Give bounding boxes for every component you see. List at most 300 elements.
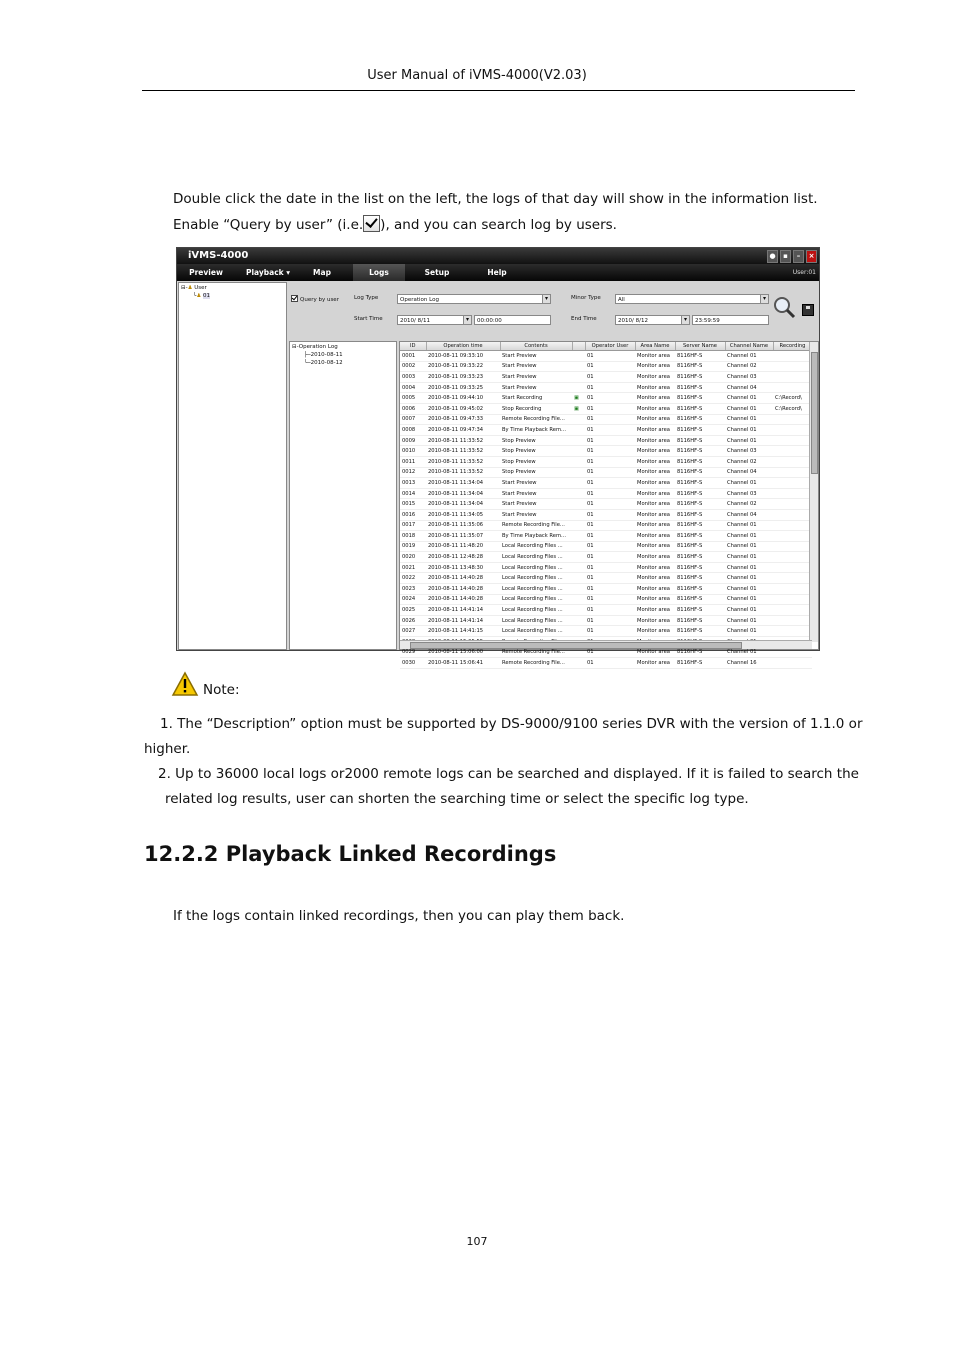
table-cell: 2010-08-11 09:33:22 — [426, 361, 500, 372]
user-tree-panel — [178, 282, 287, 650]
table-cell: Monitor area — [635, 615, 675, 626]
table-cell: 0025 — [400, 605, 426, 616]
table-row[interactable] — [400, 488, 812, 499]
table-cell: 0020 — [400, 552, 426, 563]
table-cell: 01 — [585, 435, 635, 446]
note-item-1-line-1: 1. The “Description” option must be supported by DS-9000/9100 series DVR with the version of 1.1.0 or — [160, 716, 863, 732]
table-cell: 0026 — [400, 615, 426, 626]
query-by-user-label: Query by user — [300, 297, 339, 303]
table-row[interactable] — [400, 403, 812, 414]
table-cell: Channel 02 — [725, 361, 773, 372]
table-cell — [773, 499, 812, 510]
table-cell: Local Recording Files ... — [500, 573, 572, 584]
table-cell: Monitor area — [635, 467, 675, 478]
table-cell: Monitor area — [635, 573, 675, 584]
row-recording-flag-cell — [572, 594, 585, 605]
row-recording-flag-cell — [572, 605, 585, 616]
table-cell: 8116HF-S — [675, 382, 725, 393]
table-row[interactable] — [400, 531, 812, 542]
row-recording-flag-cell — [572, 382, 585, 393]
row-recording-flag-cell — [572, 351, 585, 362]
table-cell: 2010-08-11 12:48:28 — [426, 552, 500, 563]
table-row[interactable] — [400, 393, 812, 404]
user-group-icon: ♟ — [187, 285, 193, 291]
table-cell: 01 — [585, 615, 635, 626]
col-header-area-name[interactable]: Area Name — [635, 342, 675, 351]
row-recording-flag-cell — [572, 446, 585, 457]
tree-branch-icon: ├─ — [304, 352, 311, 358]
table-row[interactable] — [400, 520, 812, 531]
table-cell — [773, 584, 812, 595]
table-cell — [773, 435, 812, 446]
table-cell: Monitor area — [635, 488, 675, 499]
table-row[interactable] — [400, 446, 812, 457]
table-cell: 0016 — [400, 509, 426, 520]
table-cell: 01 — [585, 425, 635, 436]
table-cell: Monitor area — [635, 531, 675, 542]
table-cell: Channel 01 — [725, 541, 773, 552]
table-cell: 2010-08-11 09:47:33 — [426, 414, 500, 425]
table-cell — [773, 372, 812, 383]
table-cell: 01 — [585, 520, 635, 531]
table-cell: 8116HF-S — [675, 531, 725, 542]
table-cell: Channel 01 — [725, 351, 773, 362]
table-cell: 0023 — [400, 584, 426, 595]
table-cell: 2010-08-11 15:06:41 — [426, 658, 500, 669]
col-header-channel-name[interactable]: Channel Name — [725, 342, 773, 351]
table-cell: 8116HF-S — [675, 594, 725, 605]
table-cell: Start Preview — [500, 372, 572, 383]
table-cell: 0015 — [400, 499, 426, 510]
expand-icon: ⊟- — [292, 344, 299, 350]
table-cell: Stop Preview — [500, 446, 572, 457]
checkbox-icon — [291, 295, 298, 302]
table-cell: Channel 01 — [725, 626, 773, 637]
table-cell: 8116HF-S — [675, 552, 725, 563]
user-tree-child-label: 01 — [203, 293, 210, 299]
table-cell: Channel 01 — [725, 393, 773, 404]
table-cell: Monitor area — [635, 605, 675, 616]
table-cell: 8116HF-S — [675, 626, 725, 637]
table-row[interactable] — [400, 626, 812, 637]
table-cell: 8116HF-S — [675, 615, 725, 626]
end-time-spinner[interactable]: 23:59:59 — [692, 315, 769, 325]
table-cell: Monitor area — [635, 562, 675, 573]
log-date-tree — [289, 341, 397, 650]
table-cell: Monitor area — [635, 541, 675, 552]
row-recording-flag-cell — [572, 425, 585, 436]
table-cell: 01 — [585, 478, 635, 489]
table-row[interactable] — [400, 435, 812, 446]
table-cell: Channel 01 — [725, 531, 773, 542]
col-header-recording[interactable]: Recording — [773, 342, 812, 351]
table-cell: 8116HF-S — [675, 446, 725, 457]
table-cell: 0002 — [400, 361, 426, 372]
table-cell — [773, 456, 812, 467]
main-menu-bar — [177, 264, 819, 281]
row-recording-flag-cell — [572, 541, 585, 552]
table-cell: Channel 01 — [725, 403, 773, 414]
table-cell: 8116HF-S — [675, 372, 725, 383]
log-table-body — [400, 351, 812, 669]
minor-type-label: Minor Type — [571, 295, 601, 301]
col-header-id[interactable]: ID — [400, 342, 426, 351]
table-cell: 0024 — [400, 594, 426, 605]
save-icon[interactable] — [802, 304, 814, 316]
table-cell — [773, 361, 812, 372]
table-row[interactable] — [400, 467, 812, 478]
table-cell: 8116HF-S — [675, 425, 725, 436]
table-cell: 0006 — [400, 403, 426, 414]
table-row[interactable] — [400, 573, 812, 584]
table-cell: 8116HF-S — [675, 499, 725, 510]
table-cell: Monitor area — [635, 403, 675, 414]
current-user-label: User:01 — [792, 269, 816, 276]
table-cell: 8116HF-S — [675, 351, 725, 362]
table-cell: 01 — [585, 605, 635, 616]
table-cell — [773, 446, 812, 457]
table-cell: 01 — [585, 351, 635, 362]
table-cell — [773, 425, 812, 436]
table-cell: 2010-08-11 11:35:06 — [426, 520, 500, 531]
intro-line-2-pre: Enable “Query by user” (i.e. — [173, 217, 364, 233]
col-header-operation-time[interactable]: Operation time — [426, 342, 500, 351]
table-cell: Channel 02 — [725, 456, 773, 467]
table-cell: 2010-08-11 14:40:28 — [426, 573, 500, 584]
table-cell — [773, 626, 812, 637]
start-date-picker[interactable]: 2010/ 8/11 ▾ — [397, 315, 472, 325]
table-cell: 01 — [585, 531, 635, 542]
table-cell: 0013 — [400, 478, 426, 489]
table-row[interactable] — [400, 361, 812, 372]
table-cell: 01 — [585, 584, 635, 595]
row-recording-flag-cell — [572, 403, 585, 414]
table-cell: 0021 — [400, 562, 426, 573]
table-cell: 01 — [585, 403, 635, 414]
table-cell — [773, 658, 812, 669]
user-icon: ♟ — [196, 293, 202, 299]
recording-icon[interactable]: ▣ — [574, 395, 579, 402]
table-cell: Monitor area — [635, 626, 675, 637]
table-cell: 01 — [585, 594, 635, 605]
checkbox-checked-icon — [363, 215, 380, 232]
table-cell: 0022 — [400, 573, 426, 584]
scrollbar-thumb[interactable] — [410, 642, 742, 649]
table-cell: Monitor area — [635, 509, 675, 520]
table-row[interactable] — [400, 351, 812, 362]
table-cell: 0009 — [400, 435, 426, 446]
table-cell — [773, 414, 812, 425]
table-cell: 8116HF-S — [675, 435, 725, 446]
tree-branch-icon: └ — [193, 293, 197, 299]
table-row[interactable] — [400, 425, 812, 436]
note-item-2-line-1: 2. Up to 36000 local logs or2000 remote logs can be searched and displayed. If it is failed to search the — [158, 766, 859, 782]
user-tree-root-label: User — [194, 285, 207, 291]
table-cell — [773, 594, 812, 605]
table-cell — [773, 541, 812, 552]
table-row[interactable] — [400, 541, 812, 552]
warning-icon — [172, 672, 198, 696]
table-cell: Channel 04 — [725, 509, 773, 520]
table-cell: Local Recording Files ... — [500, 594, 572, 605]
menu-logs[interactable]: Logs — [353, 264, 405, 281]
table-cell: 8116HF-S — [675, 647, 725, 658]
table-cell: Monitor area — [635, 393, 675, 404]
row-recording-flag-cell — [572, 658, 585, 669]
minor-type-select[interactable]: All ▾ — [615, 294, 769, 304]
table-row[interactable] — [400, 382, 812, 393]
table-row[interactable] — [400, 499, 812, 510]
note-label: Note: — [203, 682, 240, 698]
ivms-app-window — [176, 247, 820, 667]
menu-setup[interactable]: Setup — [424, 268, 450, 277]
table-cell: Channel 03 — [725, 488, 773, 499]
table-cell: Monitor area — [635, 499, 675, 510]
window-controls — [767, 250, 817, 263]
row-recording-flag-cell — [572, 499, 585, 510]
table-cell: Monitor area — [635, 361, 675, 372]
table-cell: 2010-08-11 15:06:00 — [426, 647, 500, 658]
menu-help[interactable]: Help — [487, 268, 507, 277]
log-type-select[interactable]: Operation Log ▾ — [397, 294, 551, 304]
table-cell: 2010-08-11 09:33:23 — [426, 372, 500, 383]
search-icon[interactable] — [772, 295, 796, 319]
table-cell: Monitor area — [635, 647, 675, 658]
log-information-list — [399, 341, 819, 667]
start-time-spinner[interactable]: 00:00:00 — [474, 315, 551, 325]
table-cell: 01 — [585, 382, 635, 393]
table-cell: 01 — [585, 372, 635, 383]
row-recording-flag-cell — [572, 467, 585, 478]
table-cell: 01 — [585, 573, 635, 584]
table-cell: Stop Preview — [500, 467, 572, 478]
table-cell: 2010-08-11 14:40:28 — [426, 584, 500, 595]
query-by-user-checkbox[interactable] — [291, 295, 339, 303]
table-cell: 0030 — [400, 658, 426, 669]
user-icon[interactable]: ● — [767, 250, 778, 263]
horizontal-scrollbar[interactable] — [400, 640, 812, 649]
row-recording-flag-cell — [572, 372, 585, 383]
table-cell — [773, 467, 812, 478]
table-cell: Monitor area — [635, 414, 675, 425]
menu-playback[interactable]: Playback ▾ — [245, 268, 291, 277]
row-recording-flag-cell — [572, 361, 585, 372]
table-cell: Start Preview — [500, 351, 572, 362]
table-cell: Channel 01 — [725, 562, 773, 573]
table-cell: Monitor area — [635, 584, 675, 595]
table-cell: 8116HF-S — [675, 478, 725, 489]
table-cell — [773, 573, 812, 584]
end-date-picker[interactable]: 2010/ 8/12 ▾ — [615, 315, 690, 325]
table-cell: 01 — [585, 446, 635, 457]
recording-icon[interactable]: ▣ — [574, 405, 579, 412]
col-header-server-name[interactable]: Server Name — [675, 342, 725, 351]
table-cell: 2010-08-11 13:48:30 — [426, 562, 500, 573]
col-header-contents[interactable]: Contents — [500, 342, 572, 351]
table-cell: Local Recording Files ... — [500, 541, 572, 552]
table-cell: 2010-08-11 11:34:04 — [426, 478, 500, 489]
table-cell: 2010-08-11 14:41:14 — [426, 615, 500, 626]
table-cell: Start Preview — [500, 382, 572, 393]
log-tree-root[interactable] — [292, 344, 338, 350]
table-cell — [773, 478, 812, 489]
row-recording-flag-cell — [572, 626, 585, 637]
table-cell: Channel 01 — [725, 425, 773, 436]
row-recording-flag-cell — [572, 488, 585, 499]
table-cell: 0003 — [400, 372, 426, 383]
table-row[interactable] — [400, 372, 812, 383]
table-cell: 01 — [585, 647, 635, 658]
intro-line-2-post: ), and you can search log by users. — [380, 217, 617, 233]
table-cell — [773, 351, 812, 362]
table-cell: C:\Record\ — [773, 393, 812, 404]
table-cell: Channel 01 — [725, 584, 773, 595]
table-cell: Local Recording Files ... — [500, 552, 572, 563]
table-cell: Monitor area — [635, 382, 675, 393]
row-recording-flag-cell — [572, 456, 585, 467]
col-header-operator-user[interactable]: Operator User — [585, 342, 635, 351]
log-date-label: 2010-08-11 — [310, 352, 343, 358]
table-cell: Monitor area — [635, 552, 675, 563]
table-cell: 0001 — [400, 351, 426, 362]
vertical-scrollbar[interactable] — [809, 342, 818, 642]
table-cell: Local Recording Files ... — [500, 605, 572, 616]
table-cell: Channel 02 — [725, 499, 773, 510]
table-cell: 01 — [585, 361, 635, 372]
table-cell: Local Recording Files ... — [500, 615, 572, 626]
table-cell: 8116HF-S — [675, 658, 725, 669]
table-cell: 8116HF-S — [675, 541, 725, 552]
row-recording-flag-cell — [572, 435, 585, 446]
table-cell: 8116HF-S — [675, 361, 725, 372]
table-cell: 2010-08-11 14:41:14 — [426, 605, 500, 616]
table-cell: 0012 — [400, 467, 426, 478]
minimize-icon[interactable]: – — [793, 250, 804, 263]
table-cell: 2010-08-11 11:34:05 — [426, 509, 500, 520]
col-header-blank[interactable] — [572, 342, 585, 351]
menu-preview[interactable]: Preview — [189, 268, 223, 277]
user-tree-child[interactable] — [193, 293, 210, 299]
app-title: iVMS-4000 — [188, 250, 249, 261]
table-header-row — [400, 342, 812, 351]
table-cell: 8116HF-S — [675, 488, 725, 499]
table-cell: Start Recording — [500, 393, 572, 404]
note-item-2-line-2: related log results, user can shorten the searching time or select the specific log type. — [165, 791, 749, 807]
menu-map[interactable]: Map — [313, 268, 331, 277]
table-row[interactable] — [400, 605, 812, 616]
table-cell: 0007 — [400, 414, 426, 425]
page-header: User Manual of iVMS-4000(V2.03) — [367, 68, 587, 83]
table-cell: Monitor area — [635, 658, 675, 669]
expand-icon: ⊟- — [181, 285, 188, 291]
row-recording-flag-cell — [572, 584, 585, 595]
table-cell: 2010-08-11 09:44:10 — [426, 393, 500, 404]
table-cell: Stop Recording — [500, 403, 572, 414]
table-cell: 8116HF-S — [675, 509, 725, 520]
table-cell: 01 — [585, 552, 635, 563]
row-recording-flag-cell — [572, 615, 585, 626]
table-cell: 8116HF-S — [675, 520, 725, 531]
start-time-label: Start Time — [354, 316, 383, 322]
table-cell: 2010-08-11 11:34:04 — [426, 499, 500, 510]
table-cell: C:\Record\ — [773, 403, 812, 414]
table-cell: Remote Recording File... — [500, 414, 572, 425]
row-recording-flag-cell — [572, 414, 585, 425]
table-cell: Start Preview — [500, 361, 572, 372]
table-cell: 2010-08-11 09:45:02 — [426, 403, 500, 414]
table-cell: Start Preview — [500, 488, 572, 499]
table-cell: 01 — [585, 509, 635, 520]
table-cell: Channel 16 — [725, 658, 773, 669]
table-cell: Monitor area — [635, 478, 675, 489]
table-cell: 01 — [585, 456, 635, 467]
table-row[interactable] — [400, 615, 812, 626]
table-cell: 8116HF-S — [675, 456, 725, 467]
table-cell: 2010-08-11 11:33:52 — [426, 435, 500, 446]
table-cell: Remote Recording File... — [500, 658, 572, 669]
table-cell: Local Recording Files ... — [500, 584, 572, 595]
table-cell: 01 — [585, 414, 635, 425]
table-cell — [773, 605, 812, 616]
table-cell: Local Recording Files ... — [500, 562, 572, 573]
table-cell: Monitor area — [635, 456, 675, 467]
table-cell: 0019 — [400, 541, 426, 552]
table-row[interactable] — [400, 478, 812, 489]
table-row[interactable] — [400, 594, 812, 605]
table-row[interactable] — [400, 456, 812, 467]
log-query-panel — [289, 290, 819, 332]
row-recording-flag-cell — [572, 520, 585, 531]
table-row[interactable] — [400, 584, 812, 595]
table-cell: By Time Playback Rem... — [500, 425, 572, 436]
table-cell: 2010-08-11 11:35:07 — [426, 531, 500, 542]
table-cell: 8116HF-S — [675, 414, 725, 425]
table-cell: Channel 04 — [725, 382, 773, 393]
table-cell: 01 — [585, 488, 635, 499]
table-cell: 0011 — [400, 456, 426, 467]
table-cell: 01 — [585, 562, 635, 573]
table-cell: 2010-08-11 09:33:25 — [426, 382, 500, 393]
table-cell: Channel 01 — [725, 478, 773, 489]
table-cell: 01 — [585, 626, 635, 637]
scrollbar-thumb[interactable] — [811, 352, 818, 474]
table-cell: Channel 01 — [725, 552, 773, 563]
table-cell: 0029 — [400, 647, 426, 658]
table-cell: 0027 — [400, 626, 426, 637]
user-tree-root[interactable] — [181, 285, 207, 291]
table-cell: 0014 — [400, 488, 426, 499]
table-cell — [773, 509, 812, 520]
end-time-label: End Time — [571, 316, 597, 322]
log-tree-date-item[interactable] — [304, 352, 343, 358]
table-row[interactable] — [400, 509, 812, 520]
log-tree-date-item[interactable] — [304, 360, 343, 366]
table-cell: 0005 — [400, 393, 426, 404]
table-row[interactable] — [400, 562, 812, 573]
table-row[interactable] — [400, 414, 812, 425]
table-cell: Stop Preview — [500, 435, 572, 446]
table-cell: Remote Recording File... — [500, 520, 572, 531]
app-titlebar — [177, 248, 819, 264]
lock-icon[interactable]: ▪ — [780, 250, 791, 263]
close-icon[interactable]: × — [806, 250, 817, 263]
table-cell — [773, 520, 812, 531]
tree-branch-icon: └─ — [304, 360, 311, 366]
table-row[interactable] — [400, 552, 812, 563]
table-row[interactable] — [400, 658, 812, 669]
table-cell: Monitor area — [635, 425, 675, 436]
table-cell: Remote Recording File... — [500, 647, 572, 658]
